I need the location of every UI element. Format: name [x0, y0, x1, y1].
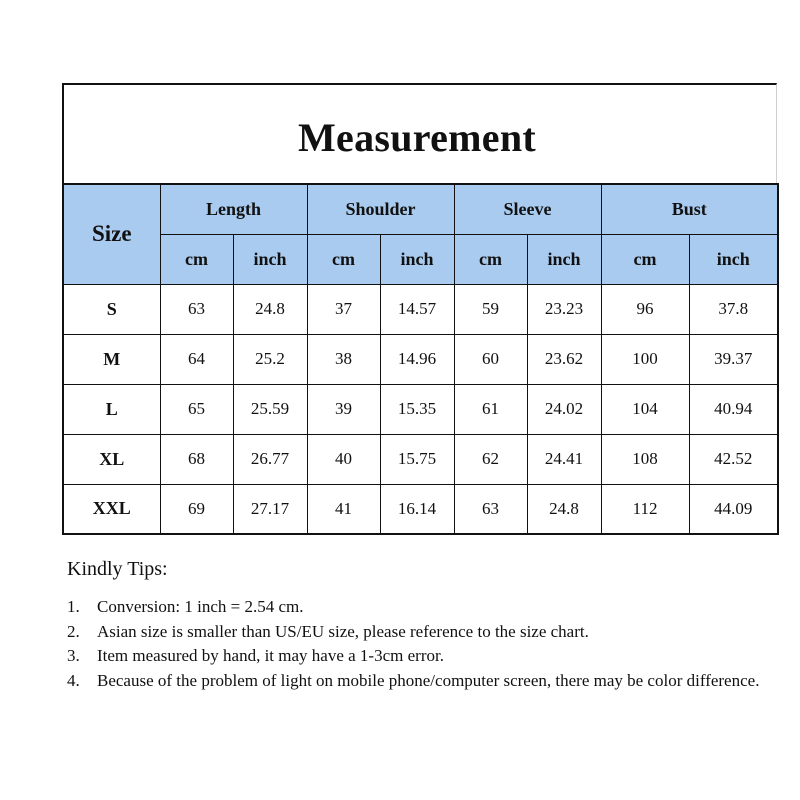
table-row	[63, 284, 778, 334]
unit-header: cm	[307, 234, 380, 284]
measurement-cell: 25.2	[233, 334, 307, 384]
measurement-cell: 27.17	[233, 484, 307, 534]
size-column-header: Size	[63, 184, 160, 284]
measurement-cell: 24.8	[233, 284, 307, 334]
measure-group-header: Length	[160, 184, 307, 234]
measurement-cell: 60	[454, 334, 527, 384]
measurement-cell: 40.94	[689, 384, 778, 434]
measurement-cell: 112	[601, 484, 689, 534]
size-table	[62, 183, 779, 535]
measure-group-header: Bust	[601, 184, 778, 234]
tip-number: 4.	[67, 670, 80, 690]
measurement-cell: 63	[160, 284, 233, 334]
measurement-cell: 44.09	[689, 484, 778, 534]
measurement-cell: 15.35	[380, 384, 454, 434]
title-box	[62, 83, 777, 183]
measurement-cell: 39.37	[689, 334, 778, 384]
measurement-cell: 69	[160, 484, 233, 534]
tip-item	[67, 669, 767, 694]
measure-group-header: Sleeve	[454, 184, 601, 234]
tip-item	[67, 595, 767, 620]
measurement-cell: 37.8	[689, 284, 778, 334]
measurement-cell: 16.14	[380, 484, 454, 534]
table-row	[63, 484, 778, 534]
tip-item	[67, 620, 767, 645]
measurement-cell: 23.23	[527, 284, 601, 334]
size-label: S	[63, 284, 160, 334]
table-row	[63, 334, 778, 384]
tip-number: 3.	[67, 646, 80, 665]
unit-header: inch	[233, 234, 307, 284]
unit-header: cm	[160, 234, 233, 284]
size-label: M	[63, 334, 160, 384]
tip-item	[67, 644, 767, 669]
measurement-cell: 41	[307, 484, 380, 534]
tips-heading: Kindly Tips:	[67, 558, 168, 580]
size-label: XL	[63, 434, 160, 484]
page-title: Measurement	[297, 114, 537, 160]
measurement-cell: 23.62	[527, 334, 601, 384]
measurement-cell: 65	[160, 384, 233, 434]
size-label: L	[63, 384, 160, 434]
measurement-cell: 59	[454, 284, 527, 334]
measurement-cell: 14.57	[380, 284, 454, 334]
tips-list	[67, 595, 767, 693]
measurement-cell: 104	[601, 384, 689, 434]
unit-header: cm	[454, 234, 527, 284]
measurement-cell: 40	[307, 434, 380, 484]
measurement-cell: 25.59	[233, 384, 307, 434]
measurement-cell: 68	[160, 434, 233, 484]
tip-number: 2.	[67, 621, 80, 641]
measurement-cell: 38	[307, 334, 380, 384]
table-row	[63, 434, 778, 484]
tip-text: Item measured by hand, it may have a 1-3cm error.	[97, 646, 444, 665]
tip-text: Conversion: 1 inch = 2.54 cm.	[97, 597, 304, 616]
tip-text: Asian size is smaller than US/EU size, please reference to the size chart.	[97, 621, 589, 641]
unit-header: inch	[527, 234, 601, 284]
measurement-cell: 100	[601, 334, 689, 384]
measurement-cell: 24.41	[527, 434, 601, 484]
measurement-cell: 15.75	[380, 434, 454, 484]
measurement-cell: 96	[601, 284, 689, 334]
measurement-cell: 24.02	[527, 384, 601, 434]
measurement-cell: 39	[307, 384, 380, 434]
measurement-cell: 26.77	[233, 434, 307, 484]
measurement-cell: 63	[454, 484, 527, 534]
measurement-cell: 14.96	[380, 334, 454, 384]
measurement-cell: 61	[454, 384, 527, 434]
size-label: XXL	[63, 484, 160, 534]
unit-header: inch	[380, 234, 454, 284]
measurement-cell: 42.52	[689, 434, 778, 484]
measure-group-header: Shoulder	[307, 184, 454, 234]
unit-header: inch	[689, 234, 778, 284]
measurement-cell: 24.8	[527, 484, 601, 534]
unit-header: cm	[601, 234, 689, 284]
size-chart	[62, 83, 777, 535]
measurement-cell: 108	[601, 434, 689, 484]
measurement-cell: 64	[160, 334, 233, 384]
measurement-cell: 37	[307, 284, 380, 334]
tip-text: Because of the problem of light on mobile phone/computer screen, there may be color difference.	[97, 670, 760, 690]
table-row	[63, 384, 778, 434]
kindly-tips	[67, 558, 767, 693]
tip-number: 1.	[67, 597, 80, 616]
measurement-cell: 62	[454, 434, 527, 484]
